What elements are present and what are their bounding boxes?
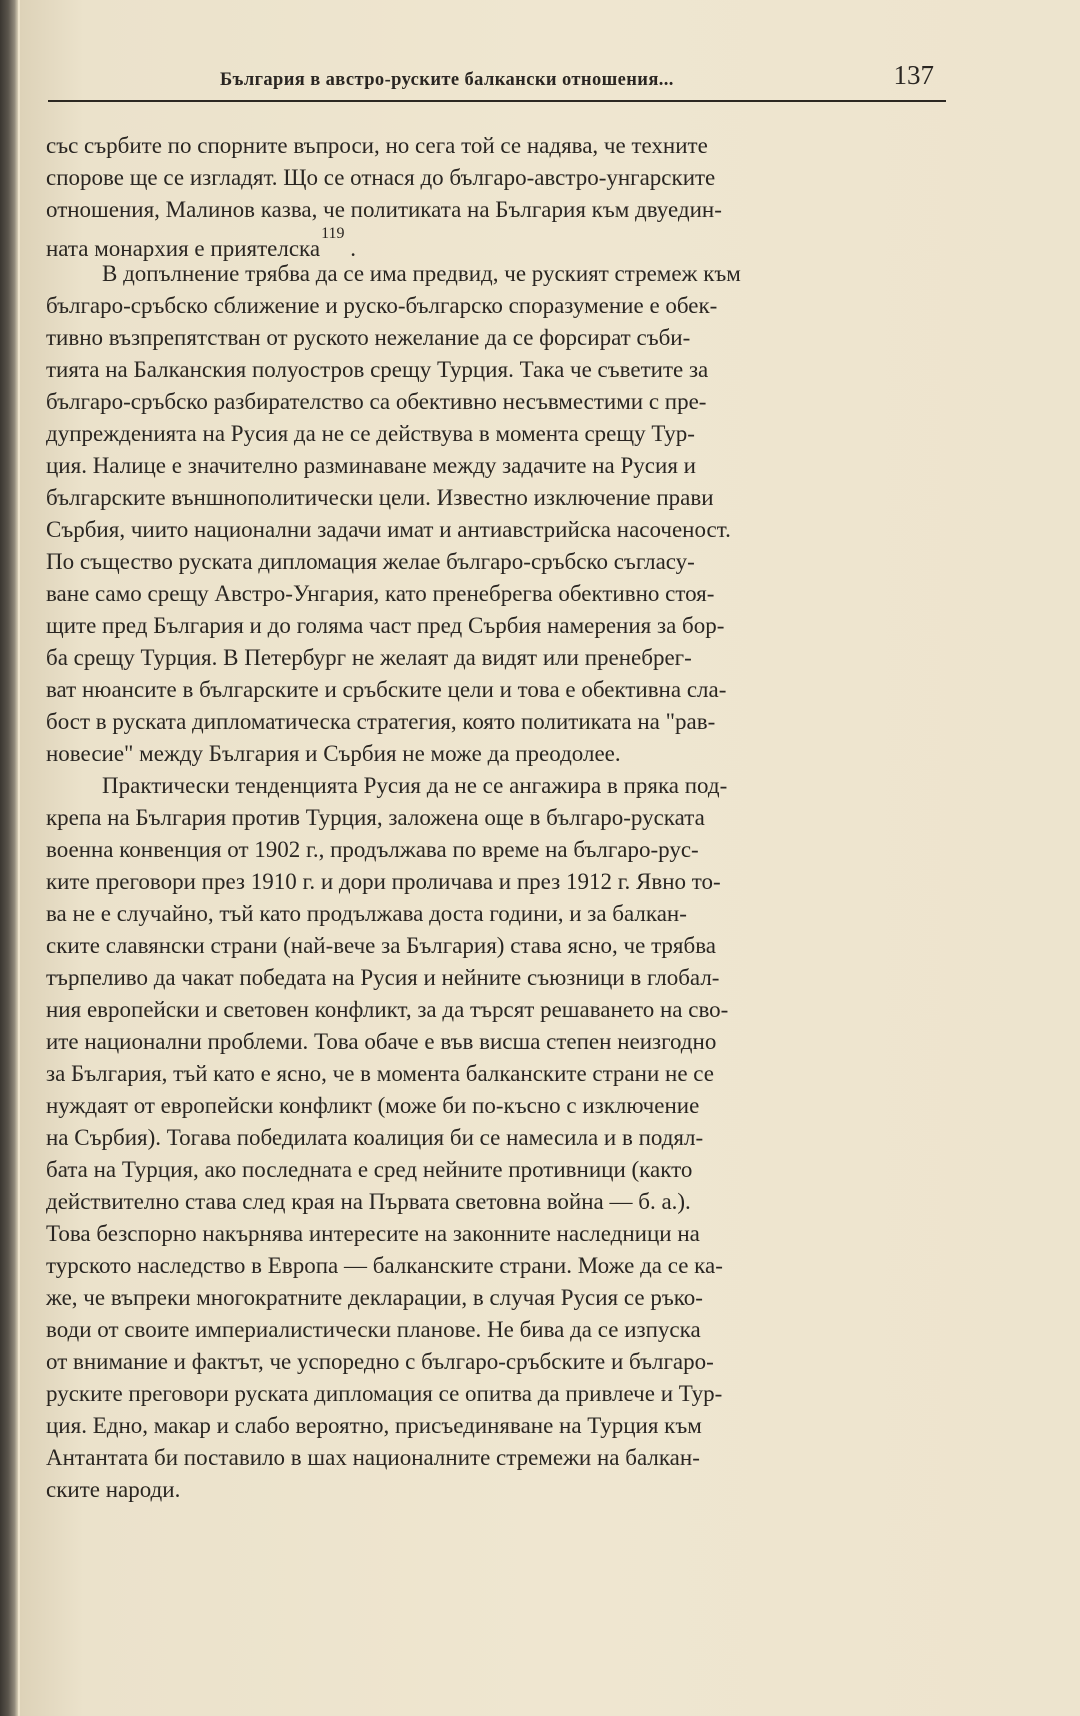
text-line xyxy=(46,578,966,610)
text-line-content: крепа на България против Турция, заложена още в българо-руската xyxy=(46,805,705,830)
text-line-content: руските преговори руската дипломация се опитва да привлече и Тур- xyxy=(46,1381,723,1406)
text-line-content: ските славянски страни (най-вече за България) става ясно, че трябва xyxy=(46,933,716,958)
text-line-content: на Сърбия). Тогава победилата коалиция би се намесила и в подял- xyxy=(46,1125,704,1150)
text-line-content: отношения, Малинов казва, че политиката на България към двуедин- xyxy=(46,197,722,222)
text-line xyxy=(46,1058,966,1090)
footnote-marker: 119 xyxy=(321,225,345,242)
text-line xyxy=(46,930,966,962)
text-line xyxy=(46,482,966,514)
text-line xyxy=(46,514,966,546)
text-line xyxy=(46,1474,966,1506)
text-line-content: Сърбия, чиито национални задачи имат и антиавстрийска насоченост. xyxy=(46,517,731,542)
text-line xyxy=(46,1090,966,1122)
text-line xyxy=(46,1250,966,1282)
body-text xyxy=(46,130,966,1506)
text-line-content: бата на Турция, ако последната е сред нейните противници (както xyxy=(46,1157,693,1182)
text-line xyxy=(46,1314,966,1346)
text-line-content: действително става след края на Първата световна война — б. а.). xyxy=(46,1189,691,1214)
text-line-content: ват нюансите в българските и сръбските цели и това е обективна сла- xyxy=(46,677,727,702)
text-line-content: В допълнение трябва да се има предвид, че руският стремеж към xyxy=(102,261,741,286)
text-line xyxy=(46,1282,966,1314)
text-line-content: дупрежденията на Русия да не се действува в момента срещу Тур- xyxy=(46,421,695,446)
text-line-content: По същество руската дипломация желае българо-сръбско съгласу- xyxy=(46,549,695,574)
text-line-content: Практически тенденцията Русия да не се ангажира в пряка под- xyxy=(102,773,728,798)
text-line-content: Антантата би поставило в шах националните стремежи на балкан- xyxy=(46,1445,700,1470)
text-line-content: ция. Едно, макар и слабо вероятно, присъединяване на Турция към xyxy=(46,1413,702,1438)
text-line xyxy=(46,962,966,994)
text-line-content: спорове ще се изгладят. Що се отнася до българо-австро-унгарските xyxy=(46,165,716,190)
text-line xyxy=(46,546,966,578)
text-line-content: българо-сръбско разбирателство са обективно несъвместими с пре- xyxy=(46,389,707,414)
text-line-content: ване само срещу Австро-Унгария, като пренебрегва обективно стоя- xyxy=(46,581,715,606)
text-line-content: ките преговори през 1910 г. и дори проличава и през 1912 г. Явно то- xyxy=(46,869,721,894)
book-page xyxy=(20,0,1080,1716)
text-line xyxy=(46,674,966,706)
text-line-content: нуждаят от европейски конфликт (може би по-късно с изключение xyxy=(46,1093,700,1118)
text-line xyxy=(46,130,966,162)
text-line xyxy=(46,225,966,261)
line-trailing-punctuation: . xyxy=(344,236,356,261)
text-line-content: ция. Налице е значително разминаване между задачите на Русия и xyxy=(46,453,696,478)
running-title: България в австро-руските балкански отношения... xyxy=(220,70,674,90)
text-line-content: ва не е случайно, тъй като продължава доста години, и за балкан- xyxy=(46,901,687,926)
text-line xyxy=(46,194,966,226)
text-line xyxy=(46,386,966,418)
text-line-content: българските външнополитически цели. Известно изключение прави xyxy=(46,485,714,510)
text-line xyxy=(46,866,966,898)
text-line xyxy=(46,258,966,290)
text-line xyxy=(46,1410,966,1442)
text-line xyxy=(46,898,966,930)
text-line xyxy=(46,1026,966,1058)
text-line xyxy=(46,834,966,866)
text-line xyxy=(46,450,966,482)
text-line xyxy=(46,1346,966,1378)
text-line xyxy=(46,706,966,738)
text-line-content: за България, тъй като е ясно, че в момента балканските страни не се xyxy=(46,1061,714,1086)
text-line-content: ба срещу Турция. В Петербург не желаят да видят или пренебрег- xyxy=(46,645,692,670)
text-line xyxy=(46,738,966,770)
header-rule xyxy=(48,100,946,102)
text-line xyxy=(46,1218,966,1250)
text-line-content: же, че въпреки многократните декларации, в случая Русия се ръко- xyxy=(46,1285,703,1310)
text-line xyxy=(46,642,966,674)
text-line-content: тията на Балканския полуостров срещу Турция. Така че съветите за xyxy=(46,357,709,382)
text-line-content: щите пред България и до голяма част пред Сърбия намерения за бор- xyxy=(46,613,725,638)
text-line xyxy=(46,1442,966,1474)
text-line xyxy=(46,354,966,386)
text-line-content: българо-сръбско сближение и руско-българско споразумение е обек- xyxy=(46,293,718,318)
text-line-content: търпеливо да чакат победата на Русия и нейните съюзници в глобал- xyxy=(46,965,720,990)
page-number: 137 xyxy=(893,60,934,90)
text-line-content: новесие" между България и Сърбия не може да преодолее. xyxy=(46,741,621,766)
text-line xyxy=(46,290,966,322)
text-line-content: турското наследство в Европа — балканските страни. Може да се ка- xyxy=(46,1253,723,1278)
text-line-content: ските народи. xyxy=(46,1477,181,1502)
text-line-content: бост в руската дипломатическа стратегия, която политиката на "рав- xyxy=(46,709,716,734)
text-line xyxy=(46,1186,966,1218)
text-line xyxy=(46,418,966,450)
text-line xyxy=(46,802,966,834)
text-line-content: ите национални проблеми. Това обаче е във висша степен неизгодно xyxy=(46,1029,717,1054)
text-line-content: военна конвенция от 1902 г., продължава по време на българо-рус- xyxy=(46,837,699,862)
text-line xyxy=(46,1122,966,1154)
text-line-content: ния европейски и световен конфликт, за да търсят решаването на сво- xyxy=(46,997,729,1022)
text-line xyxy=(46,1154,966,1186)
text-line-content: тивно възпрепятстван от руското нежелание да се форсират съби- xyxy=(46,325,691,350)
book-spine-shadow xyxy=(0,0,18,1716)
text-line-content: със сърбите по спорните въпроси, но сега той се надява, че техните xyxy=(46,133,708,158)
text-line-content: Това безспорно накърнява интересите на законните наследници на xyxy=(46,1221,700,1246)
text-line-content: води от своите империалистически планове. Не бива да се изпуска xyxy=(46,1317,701,1342)
text-line xyxy=(46,322,966,354)
text-line xyxy=(46,770,966,802)
text-line xyxy=(46,610,966,642)
text-line xyxy=(46,994,966,1026)
text-line-content: ната монархия е приятелска xyxy=(46,236,321,261)
page-header xyxy=(48,56,946,102)
text-line xyxy=(46,1378,966,1410)
text-line xyxy=(46,162,966,194)
text-line-content: от внимание и фактът, че успоредно с българо-сръбските и българо- xyxy=(46,1349,714,1374)
